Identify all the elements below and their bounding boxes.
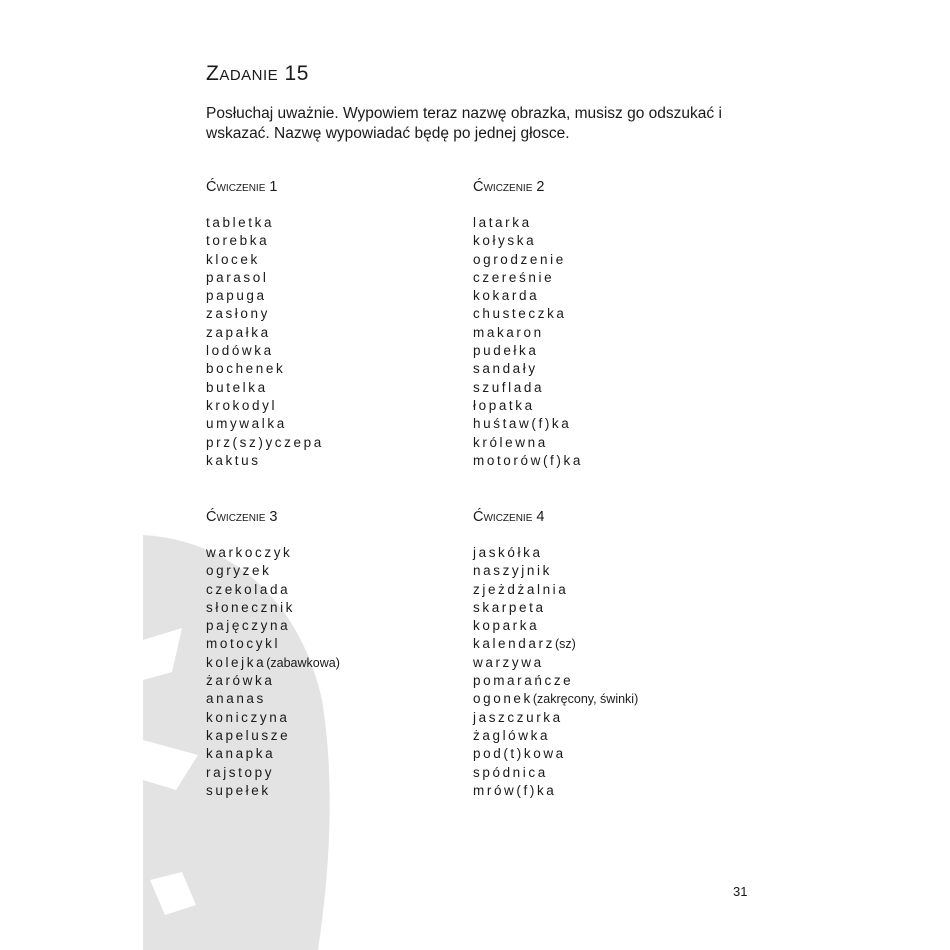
word-text: ogrodzenie [473, 251, 566, 267]
exercise-title: Ćwiczenie 2 [473, 179, 545, 195]
word-item [473, 269, 713, 287]
word-item [206, 214, 446, 232]
word-item [206, 305, 446, 323]
word-item [473, 672, 713, 690]
word-item [473, 654, 713, 672]
word-text: koparka [473, 618, 540, 634]
word-text: żaglówka [473, 727, 551, 743]
word-note: (zakręcony, świnki) [532, 692, 639, 707]
word-text: ogonek [473, 691, 533, 707]
exercise-2 [473, 177, 713, 470]
word-item [206, 745, 446, 763]
word-text: latarka [473, 215, 532, 230]
word-item [473, 232, 713, 250]
word-text: sandały [473, 361, 538, 377]
word-item [206, 764, 446, 782]
word-text: bochenek [206, 361, 286, 377]
word-item [206, 452, 446, 470]
word-item [206, 709, 446, 727]
word-item [473, 251, 713, 269]
word-item [473, 727, 713, 745]
word-text: mrów(f)ka [473, 782, 557, 798]
page-number: 31 [733, 884, 748, 899]
word-item [206, 232, 446, 250]
word-text: warkoczyk [206, 545, 293, 560]
word-text: torebka [206, 233, 270, 249]
word-item [473, 434, 713, 452]
word-item [473, 360, 713, 378]
word-text: rajstopy [206, 764, 275, 780]
word-item [473, 287, 713, 305]
word-item [206, 434, 446, 452]
word-item [206, 415, 446, 433]
word-item [206, 581, 446, 599]
word-text: zapałka [206, 324, 271, 340]
word-text: królewna [473, 434, 548, 450]
word-item [206, 324, 446, 342]
word-item [473, 690, 713, 708]
word-item [206, 379, 446, 397]
word-text: kanapka [206, 746, 276, 762]
word-item [206, 617, 446, 635]
word-item [206, 672, 446, 690]
word-text: butelka [206, 379, 268, 395]
word-item [473, 305, 713, 323]
word-item [206, 360, 446, 378]
word-item [473, 709, 713, 727]
exercise-4 [473, 507, 713, 800]
exercise-title: Ćwiczenie 1 [206, 179, 278, 195]
word-text: ananas [206, 691, 266, 707]
word-text: jaszczurka [473, 709, 563, 725]
word-text: prz(sz)yczepa [206, 434, 324, 450]
word-text: łopatka [473, 397, 535, 413]
word-item [473, 635, 713, 653]
word-text: umywalka [206, 416, 287, 432]
word-text: warzywa [473, 654, 544, 670]
word-list [473, 544, 713, 800]
word-item [473, 782, 713, 800]
word-text: lodówka [206, 343, 274, 359]
word-text: kalendarz [473, 636, 555, 652]
word-item [473, 214, 713, 232]
word-text: koniczyna [206, 709, 290, 725]
word-item [206, 342, 446, 360]
word-item [206, 562, 446, 580]
word-item [473, 397, 713, 415]
word-item [473, 745, 713, 763]
exercise-title: Ćwiczenie 3 [206, 509, 278, 525]
word-note: (sz) [554, 637, 576, 652]
word-text: zasłony [206, 306, 270, 322]
word-item [473, 415, 713, 433]
word-text: supełek [206, 782, 271, 798]
word-item [473, 342, 713, 360]
word-list [206, 214, 446, 470]
word-item [473, 452, 713, 470]
word-text: czekolada [206, 581, 291, 597]
word-item [473, 544, 713, 562]
word-text: naszyjnik [473, 563, 552, 579]
word-item [206, 599, 446, 617]
word-item [206, 397, 446, 415]
exercise-title: Ćwiczenie 4 [473, 509, 545, 525]
word-text: huśtaw(f)ka [473, 416, 572, 432]
word-item [473, 324, 713, 342]
word-text: papuga [206, 288, 267, 304]
word-note: (zabawkowa) [266, 655, 340, 670]
word-item [473, 617, 713, 635]
word-text: ogryzek [206, 563, 272, 579]
word-item [473, 599, 713, 617]
word-text: kołyska [473, 233, 537, 249]
word-text: krokodyl [206, 397, 278, 413]
word-text: chusteczka [473, 306, 567, 322]
page-title: Zadanie 15 [206, 62, 309, 85]
word-item [473, 379, 713, 397]
word-item [473, 562, 713, 580]
word-text: żarówka [206, 673, 275, 689]
word-text: skarpeta [473, 599, 546, 615]
word-text: kapelusze [206, 727, 291, 743]
word-text: spódnica [473, 764, 548, 780]
word-text: zjeżdżalnia [473, 581, 569, 597]
word-text: jaskółka [473, 545, 543, 560]
word-item [206, 251, 446, 269]
word-item [206, 690, 446, 708]
word-text: tabletka [206, 215, 275, 230]
word-item [206, 654, 446, 672]
word-text: czereśnie [473, 269, 555, 285]
word-text: kaktus [206, 452, 261, 468]
word-text: parasol [206, 269, 269, 285]
word-text: pomarańcze [473, 673, 574, 689]
word-item [206, 727, 446, 745]
word-text: słonecznik [206, 599, 296, 615]
word-item [206, 269, 446, 287]
word-item [206, 287, 446, 305]
instructions: Posłuchaj uważnie. Wypowiem teraz nazwę obrazka, musisz go odszukać i wskazać. Nazwę wypowiadać będę po jednej głosce. [206, 105, 722, 142]
word-text: motorów(f)ka [473, 452, 583, 468]
word-item [473, 581, 713, 599]
word-list [473, 214, 713, 470]
word-item [473, 764, 713, 782]
word-text: kolejka [206, 654, 267, 670]
word-text: kokarda [473, 288, 540, 304]
word-text: motocykl [206, 636, 281, 652]
word-text: klocek [206, 251, 260, 267]
word-item [206, 544, 446, 562]
word-item [206, 782, 446, 800]
exercise-3 [206, 507, 446, 800]
exercise-1 [206, 177, 446, 470]
word-text: pod(t)kowa [473, 746, 566, 762]
word-text: makaron [473, 324, 544, 340]
word-text: pajęczyna [206, 618, 291, 634]
word-list [206, 544, 446, 800]
word-item [206, 635, 446, 653]
word-text: pudełka [473, 343, 539, 359]
word-text: szuflada [473, 379, 545, 395]
